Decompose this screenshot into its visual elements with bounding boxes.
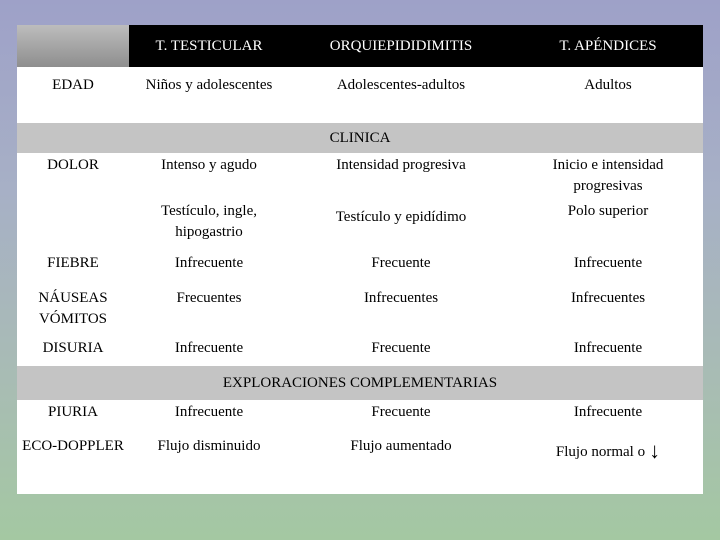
cell-piuria-orquiepididimitis: Frecuente xyxy=(371,404,431,420)
cell-disuria-testicular: Infrecuente xyxy=(174,340,244,356)
header-apendices: T. APÉNDICES xyxy=(513,25,703,67)
cell-fiebre-testicular: Infrecuente xyxy=(174,255,244,271)
section-title-clinica: CLINICA xyxy=(17,123,703,153)
section-title-exploraciones: EXPLORACIONES COMPLEMENTARIAS xyxy=(17,366,703,400)
cell-piuria-testicular: Infrecuente xyxy=(174,404,244,420)
cell-dolor-apendices-a: Inicio e intensidad progresivas xyxy=(552,157,664,194)
row-dolor-a xyxy=(17,153,703,199)
cell-fiebre-orquiepididimitis: Frecuente xyxy=(371,255,431,271)
row-label-fiebre: FIEBRE xyxy=(47,255,99,271)
cell-dolor-testicular-b: Testículo, ingle, hipogastrio xyxy=(160,203,257,240)
row-label-piuria: PIURIA xyxy=(47,404,98,420)
cell-nauseas-apendices: Infrecuentes xyxy=(570,290,646,306)
row-eco xyxy=(17,434,703,494)
row-edad xyxy=(17,67,703,123)
cell-dolor-apendices-b: Polo superior xyxy=(567,203,649,219)
row-nauseas xyxy=(17,286,703,336)
cell-piuria-apendices: Infrecuente xyxy=(573,404,643,420)
cell-dolor-testicular-a: Intenso y agudo xyxy=(161,157,257,173)
cell-edad-apendices: Adultos xyxy=(584,77,632,93)
row-label-edad: EDAD xyxy=(52,77,94,93)
cell-nauseas-orquiepididimitis: Infrecuentes xyxy=(363,290,439,306)
row-label-eco: ECO-DOPPLER xyxy=(22,438,124,454)
cell-nauseas-testicular: Frecuentes xyxy=(176,290,242,306)
row-fiebre xyxy=(17,251,703,286)
row-piuria xyxy=(17,400,703,434)
cell-eco-orquiepididimitis: Flujo aumentado xyxy=(350,438,452,454)
row-label-disuria: DISURIA xyxy=(42,340,104,356)
comparison-table xyxy=(17,25,703,494)
header-testicular: T. TESTICULAR xyxy=(129,25,289,67)
row-label-dolor: DOLOR xyxy=(47,157,99,173)
corner-cell xyxy=(17,25,129,67)
header-row xyxy=(17,25,703,67)
cell-dolor-orquiepididimitis-a: Intensidad progresiva xyxy=(336,157,466,173)
cell-eco-testicular: Flujo disminuido xyxy=(157,438,261,454)
row-label-nauseas: NÁUSEAS VÓMITOS xyxy=(38,290,108,327)
cell-disuria-orquiepididimitis: Frecuente xyxy=(371,340,431,356)
cell-eco-apendices-text: Flujo normal o xyxy=(555,444,646,460)
section-exploraciones xyxy=(17,366,703,400)
cell-edad-orquiepididimitis: Adolescentes-adultos xyxy=(336,77,466,93)
down-arrow-icon: ↓ xyxy=(649,438,661,463)
cell-disuria-apendices: Infrecuente xyxy=(573,340,643,356)
section-clinica xyxy=(17,123,703,153)
cell-fiebre-apendices: Infrecuente xyxy=(573,255,643,271)
cell-dolor-orquiepididimitis-b: Testículo y epidídimo xyxy=(335,209,467,225)
cell-eco-apendices xyxy=(513,434,703,494)
row-disuria xyxy=(17,336,703,366)
cell-edad-testicular: Niños y adolescentes xyxy=(145,77,273,93)
header-orquiepididimitis: ORQUIEPIDIDIMITIS xyxy=(289,25,513,67)
